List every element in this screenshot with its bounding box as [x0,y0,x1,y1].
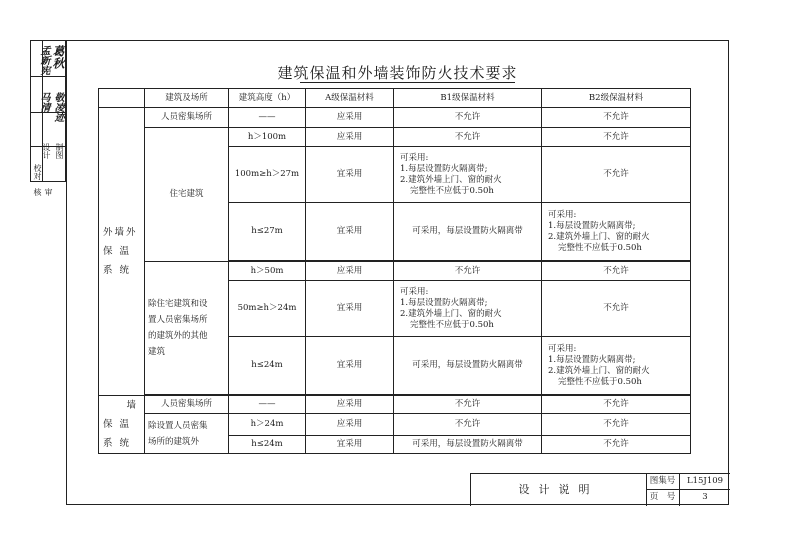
table-row: 除住宅建筑和设 置人员密集场所 的建筑外的其他 建筑 h＞50m 应采用 不允许 不允许 [99,262,691,281]
table-row: h≤27m 宜采用 可采用，每层设置防火隔离带 可采用: 1.每层设置防火隔离带; 2.建筑外墙上门、窗的耐火 完整性不应低于0.50h [99,203,691,261]
table-row: 住宅建筑 h＞100m 应采用 不允许 不允许 [99,128,691,147]
group-interior-other: 除设置人员密集 场所的建筑外 [145,414,229,454]
header-b1-class: B1级保温材料 [394,89,542,108]
table-row: 墙 保 温 系 统 人员密集场所 —— 应采用 不允许 不允许 [99,396,691,414]
group-residential: 住宅建筑 [145,128,229,262]
strip-label-review: 审核 [33,188,53,196]
conditional-note: 可采用: 1.每层设置防火隔离带; 2.建筑外墙上门、窗的耐火 完整性不应低于0.50h [394,281,542,337]
signature-2: 葛秋 [51,45,65,69]
page-label: 页 号 [646,490,680,506]
design-description: 设计说明 [471,474,647,506]
fire-requirements-table [98,88,691,454]
signature-1: 孟新宪 [38,45,49,75]
signature-3: 马清 [38,92,49,112]
atlas-label: 图集号 [646,474,680,490]
header-building: 建筑及场所 [145,89,229,108]
title-block [470,473,730,506]
conditional-note: 可采用: 1.每层设置防火隔离带; 2.建筑外墙上门、窗的耐火 完整性不应低于0.50h [542,337,691,395]
table-header-row [99,89,691,108]
exterior-system-cell: 外墙外 保 温 系 统 [99,108,145,396]
group-other: 除住宅建筑和设 置人员密集场所 的建筑外的其他 建筑 [145,262,229,395]
table-row: 50m≥h＞24m 宜采用 可采用: 1.每层设置防火隔离带; 2.建筑外墙上门、窗的耐火 完整性不应低于0.50h 不允许 [99,281,691,337]
table-row: h≤24m 宜采用 可采用，每层设置防火隔离带 可采用: 1.每层设置防火隔离带; 2.建筑外墙上门、窗的耐火 完整性不应低于0.50h [99,337,691,395]
interior-system-cell: 墙 保 温 系 统 [99,396,145,454]
header-b2-class: B2级保温材料 [542,89,691,108]
conditional-note: 可采用: 1.每层设置防火隔离带; 2.建筑外墙上门、窗的耐火 完整性不应低于0.50h [542,203,691,261]
strip-label-draw: 制图 [55,143,64,159]
table-row: 除设置人员密集 场所的建筑外 h＞24m 应采用 不允许 不允许 [99,414,691,436]
page-value: 3 [702,492,708,502]
strip-label-check: 校对 [33,164,42,180]
table-row: 外墙外 保 温 系 统 人员密集场所 —— 应采用 不允许 不允许 [99,108,691,128]
table-row: h≤24m 宜采用 可采用，每层设置防火隔离带 不允许 [99,436,691,454]
strip-label-design: 设计 [42,143,51,159]
title-underline [300,82,515,83]
table-row: 100m≥h＞27m 宜采用 可采用: 1.每层设置防火隔离带; 2.建筑外墙上门、窗的耐火 完整性不应低于0.50h 不允许 [99,147,691,203]
document-title: 建筑保温和外墙装饰防火技术要求 [277,64,518,82]
header-empty [99,89,145,108]
conditional-note: 可采用: 1.每层设置防火隔离带; 2.建筑外墙上门、窗的耐火 完整性不应低于0.50h [394,147,542,203]
atlas-value: L15J109 [680,474,730,490]
signature-4: 敬凌迹 [52,92,63,122]
header-height: 建筑高度（h） [229,89,306,108]
header-a-class: A级保温材料 [306,89,394,108]
